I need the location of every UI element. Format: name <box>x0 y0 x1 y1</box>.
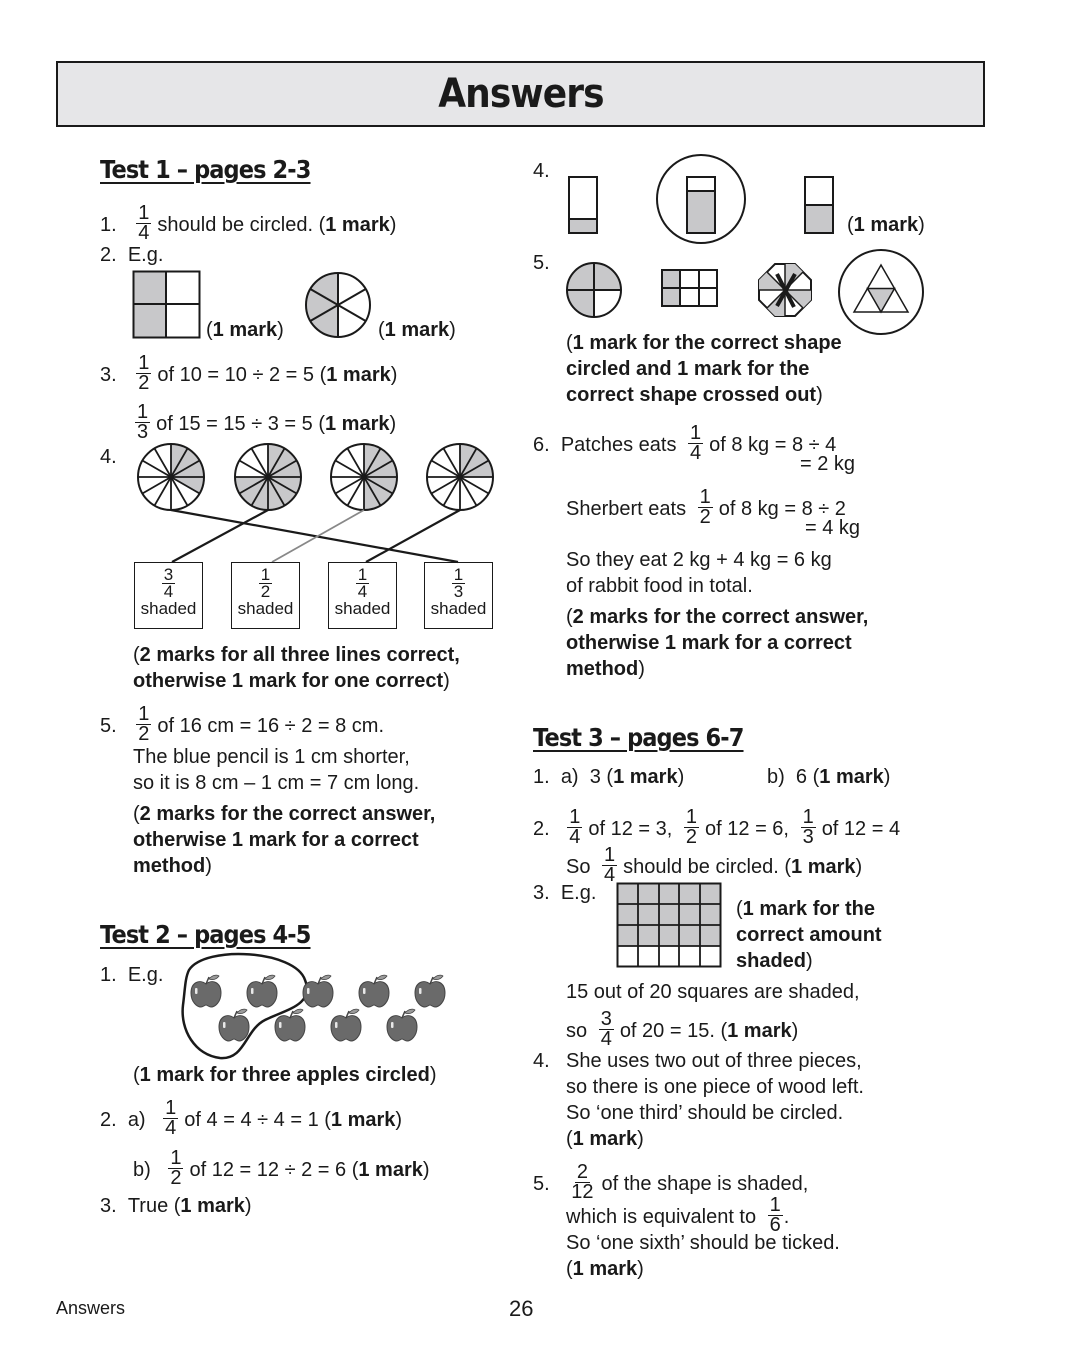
test3-q4-text: She uses two out of three pieces, so there is one piece of wood left. So ‘one third’ should be circled. (1 mark) <box>566 1050 864 1150</box>
match-box-one-quarter: $\frac{1}{4}$ shaded <box>328 562 397 629</box>
test3-q3-line1: 15 out of 20 squares are shaded, <box>566 981 860 1003</box>
test3-q1-a: 1. a) 3 (1 mark) <box>533 766 685 788</box>
test2-q4-number: 4. <box>533 160 550 182</box>
test2-q6-total: So they eat 2 kg + 4 kg = 6 kg of rabbit food in total. <box>566 549 832 597</box>
test2-q6-mark-note: (2 marks for the correct answer, otherwise 1 mark for a correct method) <box>566 606 869 680</box>
test1-q5-mark-note: (2 marks for the correct answer, otherwise 1 mark for a correct method) <box>133 803 436 877</box>
test1-q3-line1: 3. $\frac{1}{2}$ of 10 = 10 ÷ 2 = 5 (1 mark) <box>100 352 398 394</box>
test1-q4-number: 4. <box>100 446 117 468</box>
test3-q5-line1: 5. $\frac{2}{12}$ of the shape is shaded, <box>533 1161 809 1203</box>
test1-q2-mark-a: (1 mark) <box>206 319 284 341</box>
test2-q6-patches-result: = 2 kg <box>800 453 856 475</box>
footer-section-label: Answers <box>56 1298 126 1318</box>
bars-fraction-diagram <box>555 160 855 250</box>
test3-q5-conclusion: So ‘one sixth’ should be ticked. (1 mark) <box>566 1232 840 1280</box>
apples-diagram <box>175 950 455 1060</box>
test2-q2b: b) $\frac{1}{2}$ of 12 = 12 ÷ 2 = 6 (1 mark) <box>133 1147 430 1189</box>
shapes-fraction-diagram <box>565 260 935 330</box>
test2-q5-mark-note: (1 mark for the correct shape circled and 1 mark for the correct shape crossed out) <box>566 332 842 406</box>
test1-q2: 2. E.g. <box>100 244 164 266</box>
test3-q3: 3. E.g. <box>533 882 597 904</box>
page-title: Answers <box>437 71 604 117</box>
page-number: 26 <box>509 1296 534 1321</box>
test1-q3-line2: $\frac{1}{3}$ of 15 = 15 ÷ 3 = 5 (1 mark) <box>137 401 397 443</box>
test3-q1-b: b) 6 (1 mark) <box>767 766 891 788</box>
test3-q5-line2: which is equivalent to $\frac{1}{6}$ . <box>566 1194 790 1236</box>
test3-q3-mark-note: (1 mark for the correct amount shaded) <box>736 898 882 972</box>
test2-q6-patches: 6. Patches eats $\frac{1}{4}$ of 8 kg = 8 ÷ 4 <box>533 422 837 464</box>
match-box-three-quarters: $\frac{3}{4}$ shaded <box>134 562 203 629</box>
test1-q2-mark-b: (1 mark) <box>378 319 456 341</box>
test3-q2-line2: So $\frac{1}{4}$ should be circled. (1 mark) <box>566 844 863 886</box>
test1-q5-working: The blue pencil is 1 cm shorter, so it is 8 cm – 1 cm = 7 cm long. <box>133 746 420 794</box>
test2-q1-mark-note: (1 mark for three apples circled) <box>133 1064 437 1086</box>
fraction: $\frac{1}{4}$ <box>138 202 150 244</box>
test2-q1: 1. E.g. <box>100 964 164 986</box>
test3-q4-number: 4. <box>533 1050 550 1072</box>
test1-q5-line1: 5. $\frac{1}{2}$ of 16 cm = 16 ÷ 2 = 8 cm. <box>100 703 385 745</box>
test1-q4-mark-note: (2 marks for all three lines correct, otherwise 1 mark for one correct) <box>133 644 460 692</box>
match-box-one-third: $\frac{1}{3}$ shaded <box>424 562 493 629</box>
match-box-one-half: $\frac{1}{2}$ shaded <box>231 562 300 629</box>
test2-q6-sherbert-result: = 4 kg <box>805 517 861 539</box>
test2-q6-sherbert: Sherbert eats $\frac{1}{2}$ of 8 kg = 8 ÷ 2 <box>566 486 846 528</box>
test2-q2a: 2. a) $\frac{1}{4}$ of 4 = 4 ÷ 4 = 1 (1 mark) <box>100 1097 403 1139</box>
test3-q2-line1: 2. $\frac{1}{4}$ of 12 = 3, $\frac{1}{2}$ of 12 = 6, $\frac{1}{3}$ of 12 = 4 <box>533 806 901 848</box>
section-heading-test-3: Test 3 – pages 6-7 <box>533 723 744 752</box>
section-heading-test-2: Test 2 – pages 4-5 <box>100 920 311 949</box>
section-heading-test-1: Test 1 – pages 2-3 <box>100 155 311 184</box>
test2-q3: 3. True (1 mark) <box>100 1195 252 1217</box>
test2-q4-mark: (1 mark) <box>847 214 925 236</box>
grid-shading-diagram <box>617 883 723 969</box>
test1-q1: 1. $\frac{1}{4}$ should be circled. (1 mark) <box>100 202 397 244</box>
test3-q3-line2: so $\frac{3}{4}$ of 20 = 15. (1 mark) <box>566 1008 799 1050</box>
test2-q5-number: 5. <box>533 252 550 274</box>
